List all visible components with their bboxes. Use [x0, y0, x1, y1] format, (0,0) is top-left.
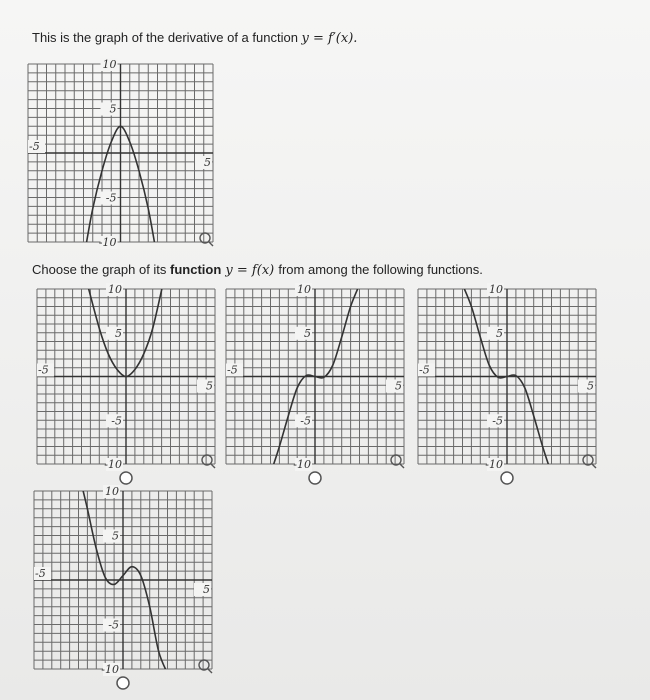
instruction-bold: function	[170, 262, 222, 277]
tick-label-y-5: 5	[109, 102, 117, 116]
tick-label-y-10: 10	[297, 283, 311, 296]
tick-label-y-neg10: -10	[485, 458, 503, 471]
question-prompt	[32, 30, 357, 46]
option-a-graph[interactable]	[33, 283, 225, 488]
option-c-graph[interactable]	[410, 283, 610, 488]
prompt-math: y = f′(x).	[301, 31, 358, 46]
tick-label-y-10: 10	[102, 58, 117, 71]
tick-label-x-5: 5	[587, 379, 594, 393]
zoom-icon[interactable]	[199, 660, 212, 673]
tick-label-x-neg5: -5	[227, 363, 238, 377]
option-radio-button[interactable]	[120, 472, 132, 484]
tick-label-y-neg10: -10	[104, 458, 122, 471]
tick-label-y-5: 5	[304, 326, 311, 340]
zoom-icon[interactable]	[200, 233, 213, 246]
tick-label-y-neg5: -5	[300, 414, 311, 428]
option-radio-button[interactable]	[501, 472, 513, 484]
zoom-icon[interactable]	[583, 455, 596, 468]
tick-label-x-neg5: -5	[419, 363, 430, 377]
derivative-graph	[28, 58, 228, 248]
tick-label-y-5: 5	[112, 529, 119, 543]
tick-label-x-neg5: -5	[35, 567, 46, 580]
tick-label-y-10: 10	[105, 485, 119, 498]
instruction-suffix: from among the following functions.	[278, 262, 483, 277]
tick-label-y-5: 5	[496, 326, 503, 340]
option-radio-button[interactable]	[309, 472, 321, 484]
instruction-text: Choose the graph of its	[32, 262, 171, 277]
tick-label-x-5: 5	[206, 379, 213, 393]
tick-label-x-neg5: -5	[29, 140, 40, 153]
tick-label-y-neg5: -5	[108, 618, 119, 632]
tick-label-y-neg5: -5	[111, 414, 122, 428]
tick-label-x-neg5: -5	[38, 363, 49, 377]
option-d-graph[interactable]	[30, 485, 230, 695]
option-radio-button[interactable]	[117, 677, 129, 689]
question-instruction	[32, 262, 483, 278]
prompt-text: This is the graph of the derivative of a function	[32, 30, 302, 45]
tick-label-y-5: 5	[115, 326, 122, 340]
tick-label-y-neg10: -10	[293, 458, 311, 471]
tick-label-y-neg5: -5	[105, 191, 117, 205]
tick-label-y-neg10: -10	[101, 663, 119, 676]
tick-label-y-neg10: -10	[98, 236, 117, 249]
function-curve	[87, 282, 164, 377]
tick-label-y-10: 10	[489, 283, 503, 296]
instruction-math: y = f(x)	[221, 263, 279, 278]
option-b-graph[interactable]	[222, 283, 414, 488]
tick-label-x-5: 5	[395, 379, 402, 393]
zoom-icon[interactable]	[391, 455, 404, 468]
tick-label-y-neg5: -5	[492, 414, 503, 428]
tick-label-x-5: 5	[203, 583, 210, 596]
tick-label-x-5: 5	[204, 156, 211, 169]
zoom-icon[interactable]	[202, 455, 215, 468]
tick-label-y-10: 10	[108, 283, 122, 296]
